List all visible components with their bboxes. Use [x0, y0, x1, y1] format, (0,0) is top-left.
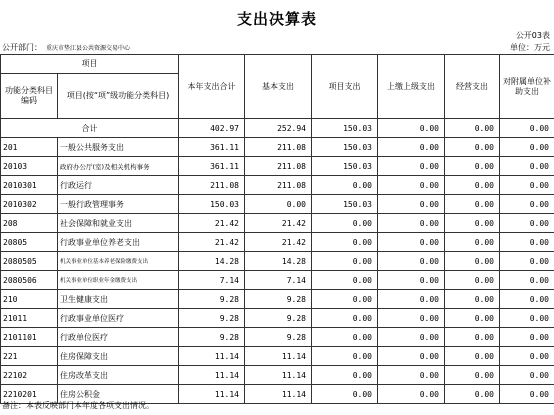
row-code: 221	[1, 347, 58, 366]
row-value: 21.42	[245, 233, 312, 252]
row-value: 211.08	[245, 138, 312, 157]
row-value: 11.14	[179, 385, 245, 404]
total-value: 150.03	[312, 119, 378, 138]
row-value: 0.00	[500, 309, 554, 328]
table-row	[1, 252, 554, 271]
row-value: 7.14	[245, 271, 312, 290]
row-name: 机关事业单位基本养老保险缴费支出	[58, 252, 179, 271]
row-value: 0.00	[445, 271, 500, 290]
row-code: 2210201	[1, 385, 58, 404]
row-code: 20103	[1, 157, 58, 176]
table-row	[1, 157, 554, 176]
row-value: 14.28	[179, 252, 245, 271]
row-value: 0.00	[500, 347, 554, 366]
row-value: 0.00	[500, 233, 554, 252]
row-value: 0.00	[445, 328, 500, 347]
row-value: 0.00	[378, 347, 445, 366]
row-value: 0.00	[500, 385, 554, 404]
row-value: 0.00	[378, 328, 445, 347]
row-name: 政府办公厅(室)及相关机构事务	[58, 157, 179, 176]
row-value: 14.28	[245, 252, 312, 271]
department-line	[2, 42, 130, 53]
row-value: 150.03	[312, 138, 378, 157]
department-value: 重庆市垫江县公共资源交易中心	[46, 45, 131, 52]
table-row	[1, 271, 554, 290]
row-value: 0.00	[378, 271, 445, 290]
header-item: 项目	[1, 55, 179, 74]
row-value: 0.00	[445, 252, 500, 271]
table-row	[1, 347, 554, 366]
row-value: 9.28	[245, 290, 312, 309]
row-name: 住房公积金	[58, 385, 179, 404]
row-value: 0.00	[500, 328, 554, 347]
row-value: 0.00	[445, 195, 500, 214]
total-value: 252.94	[245, 119, 312, 138]
row-value: 0.00	[500, 176, 554, 195]
row-value: 150.03	[179, 195, 245, 214]
row-code: 2080505	[1, 252, 58, 271]
row-value: 361.11	[179, 138, 245, 157]
row-value: 0.00	[378, 366, 445, 385]
header-upper: 上缴上级支出	[378, 55, 445, 119]
row-value: 0.00	[312, 347, 378, 366]
row-value: 11.14	[245, 347, 312, 366]
row-value: 150.03	[312, 195, 378, 214]
footnote: 备注：本表反映部门本年度各项支出情况。	[2, 401, 154, 410]
row-value: 0.00	[445, 157, 500, 176]
row-value: 0.00	[312, 290, 378, 309]
row-value: 7.14	[179, 271, 245, 290]
table-row	[1, 309, 554, 328]
total-value: 0.00	[445, 119, 500, 138]
expenditure-table	[0, 54, 554, 404]
row-code: 22102	[1, 366, 58, 385]
row-value: 0.00	[378, 385, 445, 404]
row-name: 行政事业单位养老支出	[58, 233, 179, 252]
row-code: 210	[1, 290, 58, 309]
row-value: 0.00	[500, 366, 554, 385]
table-row	[1, 176, 554, 195]
row-value: 21.42	[245, 214, 312, 233]
row-name: 一般行政管理事务	[58, 195, 179, 214]
row-value: 0.00	[500, 157, 554, 176]
row-value: 0.00	[378, 233, 445, 252]
row-value: 0.00	[445, 290, 500, 309]
row-value: 11.14	[245, 385, 312, 404]
row-name: 行政运行	[58, 176, 179, 195]
table-row	[1, 290, 554, 309]
row-value: 0.00	[312, 214, 378, 233]
row-value: 0.00	[312, 233, 378, 252]
row-name: 机关事业单位职业年金缴费支出	[58, 271, 179, 290]
row-value: 0.00	[312, 309, 378, 328]
row-value: 0.00	[500, 195, 554, 214]
row-value: 0.00	[445, 385, 500, 404]
table-row	[1, 366, 554, 385]
table-row	[1, 233, 554, 252]
row-value: 11.14	[179, 347, 245, 366]
table-row	[1, 138, 554, 157]
row-value: 0.00	[378, 290, 445, 309]
row-value: 0.00	[312, 176, 378, 195]
row-code: 208	[1, 214, 58, 233]
row-value: 361.11	[179, 157, 245, 176]
row-value: 9.28	[245, 309, 312, 328]
row-value: 211.08	[245, 176, 312, 195]
row-value: 0.00	[312, 271, 378, 290]
form-number: 公开03表	[515, 31, 550, 40]
row-value: 11.14	[245, 366, 312, 385]
row-value: 21.42	[179, 233, 245, 252]
row-name: 住房改革支出	[58, 366, 179, 385]
row-value: 0.00	[378, 252, 445, 271]
table-row	[1, 328, 554, 347]
row-value: 0.00	[445, 214, 500, 233]
row-code: 2010301	[1, 176, 58, 195]
row-value: 9.28	[179, 290, 245, 309]
table-row	[1, 214, 554, 233]
row-value: 0.00	[445, 176, 500, 195]
header-business: 经营支出	[445, 55, 500, 119]
header-basic: 基本支出	[245, 55, 312, 119]
row-value: 0.00	[378, 309, 445, 328]
header-subsidy: 对附属单位补助支出	[500, 55, 554, 119]
row-code: 2101101	[1, 328, 58, 347]
row-name: 住房保障支出	[58, 347, 179, 366]
row-value: 0.00	[312, 385, 378, 404]
row-value: 0.00	[445, 347, 500, 366]
row-value: 0.00	[500, 252, 554, 271]
total-label: 合计	[1, 119, 179, 138]
row-value: 0.00	[445, 138, 500, 157]
row-value: 11.14	[179, 366, 245, 385]
row-value: 0.00	[500, 290, 554, 309]
row-value: 0.00	[312, 328, 378, 347]
total-value: 0.00	[378, 119, 445, 138]
header-name: 项目(按“项”级功能分类科目)	[58, 74, 179, 119]
row-value: 211.08	[245, 157, 312, 176]
row-name: 行政事业单位医疗	[58, 309, 179, 328]
row-code: 20805	[1, 233, 58, 252]
header-project: 项目支出	[312, 55, 378, 119]
department-label: 公开部门：	[2, 43, 42, 52]
row-code: 201	[1, 138, 58, 157]
row-value: 0.00	[378, 138, 445, 157]
row-value: 0.00	[445, 309, 500, 328]
row-code: 2010302	[1, 195, 58, 214]
header-code: 功能分类科目编码	[1, 74, 58, 119]
row-name: 一般公共服务支出	[58, 138, 179, 157]
row-value: 0.00	[500, 138, 554, 157]
row-value: 9.28	[245, 328, 312, 347]
header-total: 本年支出合计	[179, 55, 245, 119]
table-body	[1, 119, 554, 404]
row-name: 行政单位医疗	[58, 328, 179, 347]
row-value: 0.00	[378, 176, 445, 195]
row-value: 0.00	[312, 366, 378, 385]
row-value: 0.00	[312, 252, 378, 271]
row-value: 0.00	[378, 214, 445, 233]
total-value: 0.00	[500, 119, 554, 138]
row-value: 0.00	[445, 233, 500, 252]
page-title: 支出决算表	[236, 10, 317, 28]
row-code: 21011	[1, 309, 58, 328]
row-name: 卫生健康支出	[58, 290, 179, 309]
row-value: 9.28	[179, 328, 245, 347]
row-value: 0.00	[378, 157, 445, 176]
row-value: 0.00	[245, 195, 312, 214]
row-value: 9.28	[179, 309, 245, 328]
row-value: 0.00	[500, 214, 554, 233]
unit-label: 单位：万元	[510, 43, 550, 52]
row-value: 0.00	[500, 271, 554, 290]
total-value: 402.97	[179, 119, 245, 138]
row-value: 21.42	[179, 214, 245, 233]
row-value: 150.03	[312, 157, 378, 176]
total-row	[1, 119, 554, 138]
row-code: 2080506	[1, 271, 58, 290]
table-row	[1, 195, 554, 214]
row-value: 0.00	[378, 195, 445, 214]
row-name: 社会保障和就业支出	[58, 214, 179, 233]
row-value: 0.00	[445, 366, 500, 385]
row-value: 211.08	[179, 176, 245, 195]
